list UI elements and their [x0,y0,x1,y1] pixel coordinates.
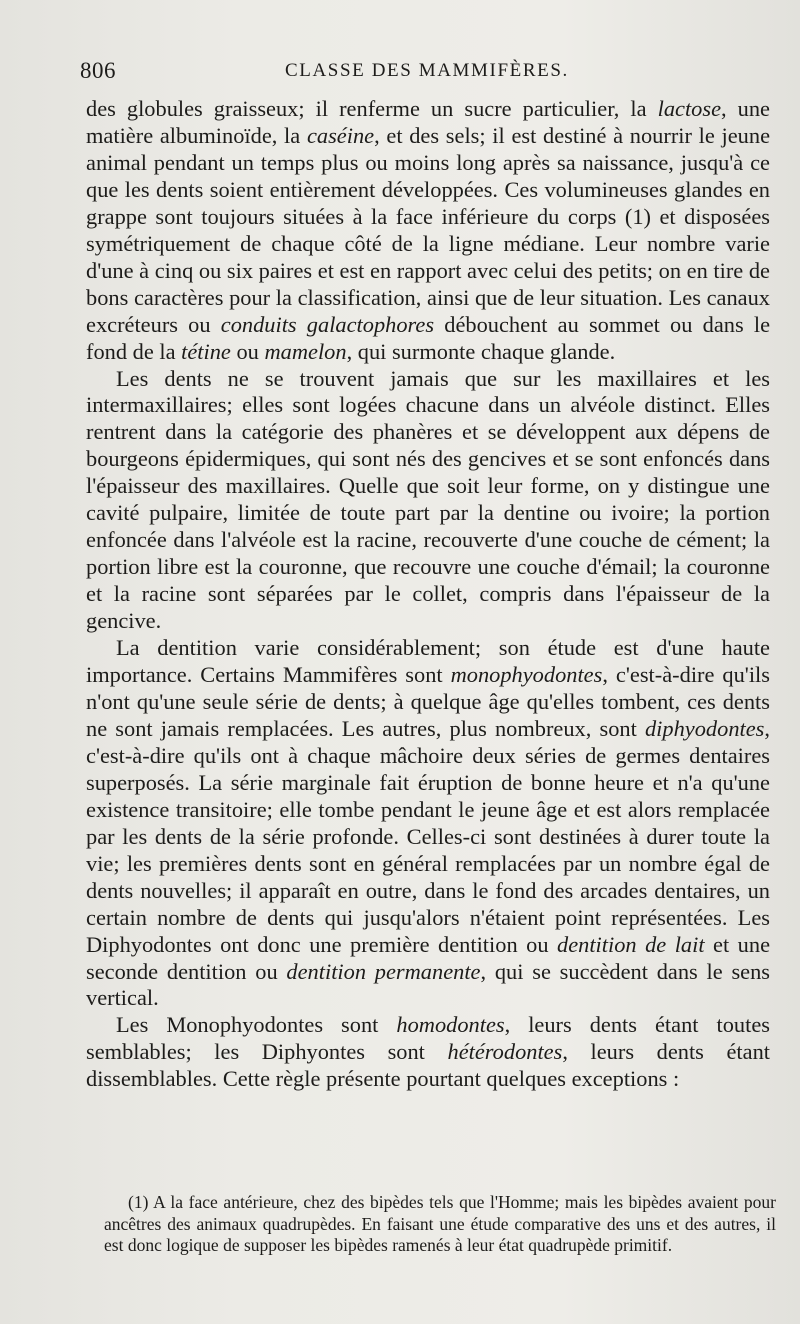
italic-term: dentition permanente [286,958,481,984]
italic-term: diphyodontes [644,715,765,741]
text-run: , leurs dents étant dissemblables. Cette règle présente pourtant quelques exceptions : [86,1039,770,1092]
page-header [80,58,780,88]
text-run: ou [230,338,265,364]
footnote-text: (1) A la face antérieure, chez des bipèdes tels que l'Homme; mais les bipèdes avaient pour ancêtres des animaux quadrupèdes. En faisant une étude comparative des uns et des autres, il est donc logique de supposer les bipèdes ramenés à leur état quadrupède primitif. [104,1192,776,1255]
page-number: 806 [80,58,116,83]
text-run: , et des sels; il est destiné à nourrir le jeune animal pendant un temps plus ou moins long après sa naissance, jusqu'à ce que les dents soient entièrement développées. Ces volumineuses glandes en grappe sont toujours situées à la face inférieure du corps (1) et disposées symétriquement de chaque côté de la ligne médiane. Leur nombre varie d'une à cinq ou six paires et est en rapport avec celui des petits; on en tire de bons caractères pour la classification, ainsi que de leur situation. Les canaux excréteurs ou [86,122,771,337]
italic-term: conduits galactophores [220,311,435,337]
body-paragraph [86,366,770,636]
body-paragraph [86,96,770,366]
italic-term: dentition de lait [557,931,705,957]
italic-term: homodontes [396,1012,505,1038]
italic-term: caséine [306,122,375,148]
text-run: Les Monophyodontes sont [116,1012,397,1038]
running-title: CLASSE DES MAMMIFÈRES. [285,60,569,81]
italic-term: mamelon [264,338,347,364]
text-run: , une matière albuminoïde, la [86,96,770,148]
text-run: débouchent au sommet ou dans le fond de la [86,311,771,364]
italic-term: lactose [657,96,722,121]
text-run: Les dents ne se trouvent jamais que sur les maxillaires et les intermaxillaires; elles sont logées chacune dans un alvéole distinct. Elles rentrent dans la catégorie des phanères et se développent aux dépens de bourgeons épidermiques, qui sont nés des gencives et se sont enfoncés dans l'épaisseur des maxillaires. Quelle que soit leur forme, on y distingue une cavité pulpaire, limitée de toute part par la dentine ou ivoire; la portion enfoncée dans l'alvéole est la racine, recouverte d'une couche de cément; la portion libre est la couronne, que recouvre une couche d'émail; la couronne et la racine sont séparées par le collet, compris dans l'épaisseur de la gencive. [86,365,770,634]
text-run: , qui se succèdent dans le sens vertical. [86,958,771,1011]
text-run: , qui surmonte chaque glande. [346,338,616,364]
text-run: , leurs dents étant toutes semblables; les Diphyontes sont [86,1012,770,1065]
text-run: des globules graisseux; il renferme un sucre particulier, la [86,96,658,121]
text-run: , c'est-à-dire qu'ils n'ont qu'une seule série de dents; à quelque âge qu'elles tombent, ces dents ne sont jamais remplacées. Les autres, plus nombreux, sont [86,662,770,741]
italic-term: tétine [181,338,231,364]
text-run: La dentition varie considérablement; son étude est d'une haute importance. Certains Mammifères sont [86,635,770,688]
body-paragraph [86,635,770,1012]
text-run: , c'est-à-dire qu'ils ont à chaque mâchoire deux séries de germes dentaires superposés. La série marginale fait éruption de bonne heure et n'a qu'une existence transitoire; elle tombe pendant le jeune âge et est alors remplacée par les dents de la série profonde. Celles-ci sont destinées à durer toute la vie; les premières dents sont en général remplacées par un nombre égal de dents nouvelles; il apparaît en outre, dans le fond des arcades dentaires, un certain nombre de dents qui jusqu'alors n'étaient point représentées. Les Diphyodontes ont donc une première dentition ou [86,715,770,957]
italic-term: hétérodontes [447,1039,563,1065]
text-run: et une seconde dentition ou [86,931,771,984]
italic-term: monophyodontes [450,662,603,688]
footnote [104,1192,776,1257]
body-text [86,96,770,1093]
body-paragraph [86,1012,770,1093]
